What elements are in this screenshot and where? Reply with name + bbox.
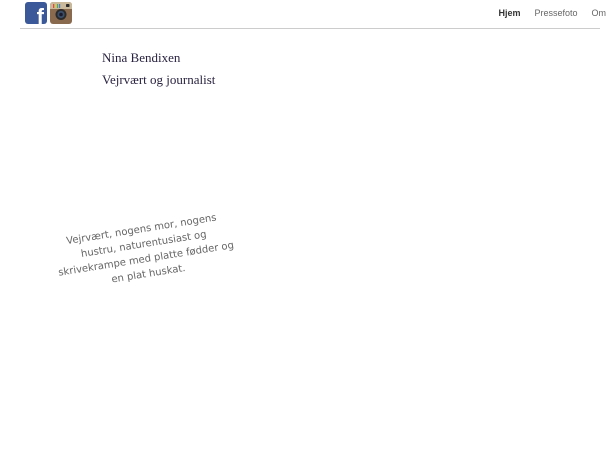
nav-item-hjem[interactable]: Hjem	[498, 8, 521, 18]
site-title: Nina Bendixen	[102, 50, 181, 65]
tagline-text: Vejrvært, nogens mor, nogens hustru, naturentusiast og skrivekrampe med platte fødder og en plat huskat.	[57, 212, 235, 286]
facebook-icon[interactable]: f	[25, 2, 47, 24]
main-nav	[498, 8, 606, 18]
nav-item-om[interactable]: Om	[591, 8, 606, 18]
nav-item-pressefoto[interactable]: Pressefoto	[534, 8, 578, 18]
instagram-icon[interactable]	[50, 2, 72, 24]
site-subtitle: Vejrvært og journalist	[102, 72, 216, 87]
site-header	[0, 0, 606, 30]
header-divider	[20, 28, 600, 29]
social-links	[25, 2, 72, 29]
